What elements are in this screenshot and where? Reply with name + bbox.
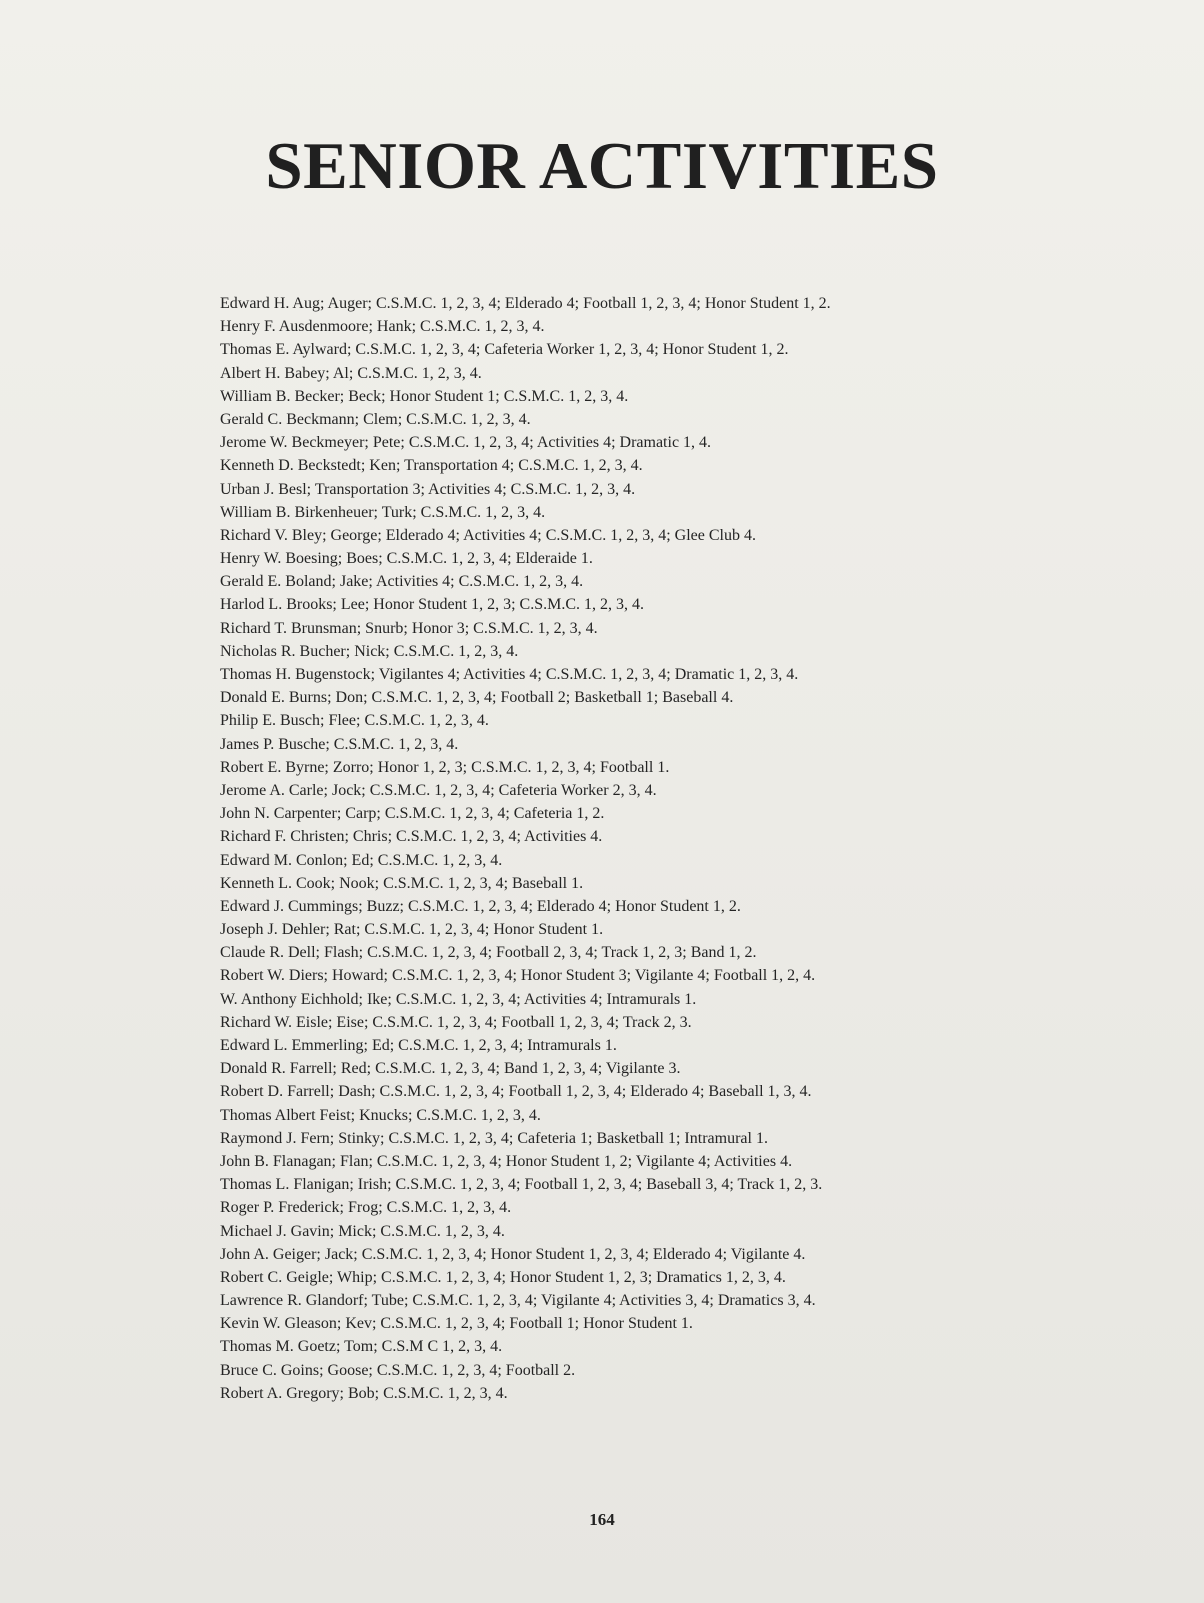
senior-entry: Raymond J. Fern; Stinky; C.S.M.C. 1, 2, 3, 4; Cafeteria 1; Basketball 1; Intramural 1. [220,1129,768,1147]
senior-entry: Robert C. Geigle; Whip; C.S.M.C. 1, 2, 3, 4; Honor Student 1, 2, 3; Dramatics 1, 2, 3, 4. [220,1268,786,1286]
senior-entry: Michael J. Gavin; Mick; C.S.M.C. 1, 2, 3, 4. [220,1222,505,1240]
senior-entry: Richard V. Bley; George; Elderado 4; Activities 4; C.S.M.C. 1, 2, 3, 4; Glee Club 4. [220,526,756,544]
senior-activities-list [220,292,1160,1405]
senior-entry: Thomas E. Aylward; C.S.M.C. 1, 2, 3, 4; Cafeteria Worker 1, 2, 3, 4; Honor Student 1, 2. [220,341,789,359]
senior-entry: Jerome A. Carle; Jock; C.S.M.C. 1, 2, 3, 4; Cafeteria Worker 2, 3, 4. [220,781,657,799]
senior-entry: Jerome W. Beckmeyer; Pete; C.S.M.C. 1, 2, 3, 4; Activities 4; Dramatic 1, 4. [220,434,712,452]
senior-entry: Robert A. Gregory; Bob; C.S.M.C. 1, 2, 3, 4. [220,1384,508,1402]
senior-entry: Gerald C. Beckmann; Clem; C.S.M.C. 1, 2, 3, 4. [220,410,531,428]
senior-entry: Thomas H. Bugenstock; Vigilantes 4; Activities 4; C.S.M.C. 1, 2, 3, 4; Dramatic 1, 2, 3, 4. [220,666,799,683]
senior-entry: Albert H. Babey; Al; C.S.M.C. 1, 2, 3, 4. [220,364,482,382]
page-number: 164 [589,1510,615,1529]
senior-entry: Bruce C. Goins; Goose; C.S.M.C. 1, 2, 3, 4; Football 2. [220,1361,576,1379]
senior-entry: Richard T. Brunsman; Snurb; Honor 3; C.S.M.C. 1, 2, 3, 4. [220,619,598,637]
senior-entry: Edward M. Conlon; Ed; C.S.M.C. 1, 2, 3, 4. [220,851,503,869]
senior-entry: Kenneth D. Beckstedt; Ken; Transportation 4; C.S.M.C. 1, 2, 3, 4. [220,457,643,475]
senior-entry: Philip E. Busch; Flee; C.S.M.C. 1, 2, 3, 4. [220,712,489,730]
senior-entry: Kevin W. Gleason; Kev; C.S.M.C. 1, 2, 3, 4; Football 1; Honor Student 1. [220,1315,693,1333]
senior-entry: Henry W. Boesing; Boes; C.S.M.C. 1, 2, 3, 4; Elderaide 1. [220,550,593,568]
page-title: SENIOR ACTIVITIES [265,129,939,203]
senior-entry: Edward J. Cummings; Buzz; C.S.M.C. 1, 2, 3, 4; Elderado 4; Honor Student 1, 2. [220,897,741,915]
senior-entry: William B. Birkenheuer; Turk; C.S.M.C. 1, 2, 3, 4. [220,503,546,521]
senior-entry: Robert E. Byrne; Zorro; Honor 1, 2, 3; C.S.M.C. 1, 2, 3, 4; Football 1. [220,758,670,776]
senior-entry: Edward H. Aug; Auger; C.S.M.C. 1, 2, 3, 4; Elderado 4; Football 1, 2, 3, 4; Honor Student 1, 2. [220,295,831,312]
senior-entry: Thomas M. Goetz; Tom; C.S.M C 1, 2, 3, 4. [220,1338,503,1356]
senior-entry: Gerald E. Boland; Jake; Activities 4; C.S.M.C. 1, 2, 3, 4. [220,573,584,591]
senior-entry: Richard F. Christen; Chris; C.S.M.C. 1, 2, 3, 4; Activities 4. [220,828,603,846]
senior-entry: John B. Flanagan; Flan; C.S.M.C. 1, 2, 3, 4; Honor Student 1, 2; Vigilante 4; Activities 4. [220,1152,793,1170]
senior-entry: Edward L. Emmerling; Ed; C.S.M.C. 1, 2, 3, 4; Intramurals 1. [220,1037,617,1054]
senior-entry: James P. Busche; C.S.M.C. 1, 2, 3, 4. [220,735,459,753]
senior-entry: Donald E. Burns; Don; C.S.M.C. 1, 2, 3, 4; Football 2; Basketball 1; Baseball 4. [220,689,734,707]
senior-entry: Roger P. Frederick; Frog; C.S.M.C. 1, 2, 3, 4. [220,1199,512,1217]
senior-entry: Robert D. Farrell; Dash; C.S.M.C. 1, 2, 3, 4; Football 1, 2, 3, 4; Elderado 4; Baseball 1, 3, 4. [220,1083,812,1101]
senior-entry: Urban J. Besl; Transportation 3; Activities 4; C.S.M.C. 1, 2, 3, 4. [220,480,636,498]
senior-entry: Thomas Albert Feist; Knucks; C.S.M.C. 1, 2, 3, 4. [220,1106,541,1124]
senior-entry: Thomas L. Flanigan; Irish; C.S.M.C. 1, 2, 3, 4; Football 1, 2, 3, 4; Baseball 3, 4; Track 1, 2, 3. [220,1176,823,1194]
senior-entry: John N. Carpenter; Carp; C.S.M.C. 1, 2, 3, 4; Cafeteria 1, 2. [220,805,605,823]
senior-entry: Joseph J. Dehler; Rat; C.S.M.C. 1, 2, 3, 4; Honor Student 1. [220,921,604,939]
senior-entry: Henry F. Ausdenmoore; Hank; C.S.M.C. 1, 2, 3, 4. [220,318,545,336]
senior-entry: W. Anthony Eichhold; Ike; C.S.M.C. 1, 2, 3, 4; Activities 4; Intramurals 1. [220,990,697,1008]
senior-entry: Kenneth L. Cook; Nook; C.S.M.C. 1, 2, 3, 4; Baseball 1. [220,874,584,892]
senior-entry: William B. Becker; Beck; Honor Student 1; C.S.M.C. 1, 2, 3, 4. [220,387,629,405]
senior-entry: Robert W. Diers; Howard; C.S.M.C. 1, 2, 3, 4; Honor Student 3; Vigilante 4; Football 1, 2, 4. [220,967,816,985]
senior-entry: Claude R. Dell; Flash; C.S.M.C. 1, 2, 3, 4; Football 2, 3, 4; Track 1, 2, 3; Band 1, 2. [220,944,757,962]
senior-entry: Harlod L. Brooks; Lee; Honor Student 1, 2, 3; C.S.M.C. 1, 2, 3, 4. [220,596,644,614]
senior-entry: Richard W. Eisle; Eise; C.S.M.C. 1, 2, 3, 4; Football 1, 2, 3, 4; Track 2, 3. [220,1013,692,1031]
senior-entry: Lawrence R. Glandorf; Tube; C.S.M.C. 1, 2, 3, 4; Vigilante 4; Activities 3, 4; Dramatics 3, 4. [220,1292,816,1310]
senior-entry: Donald R. Farrell; Red; C.S.M.C. 1, 2, 3, 4; Band 1, 2, 3, 4; Vigilante 3. [220,1060,681,1078]
senior-entry: Nicholas R. Bucher; Nick; C.S.M.C. 1, 2, 3, 4. [220,642,519,660]
senior-entry: John A. Geiger; Jack; C.S.M.C. 1, 2, 3, 4; Honor Student 1, 2, 3, 4; Elderado 4; Vigilante 4. [220,1245,806,1263]
